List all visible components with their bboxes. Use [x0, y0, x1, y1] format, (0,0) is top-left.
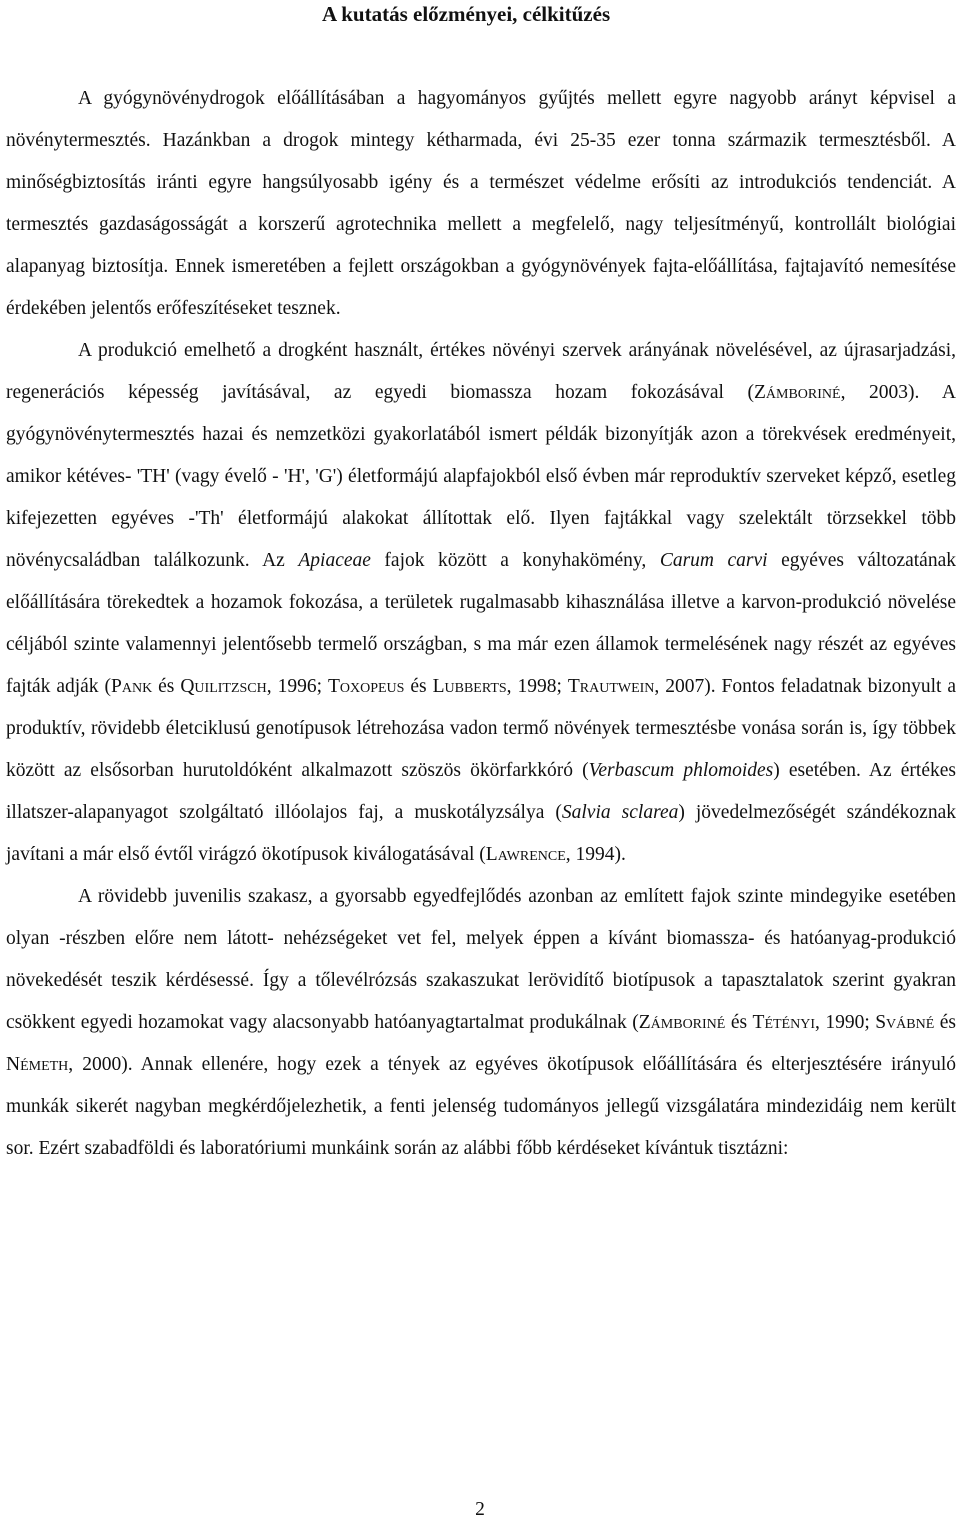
text-run: , 1998; — [506, 676, 568, 697]
author-citation: Tétényi — [752, 1012, 815, 1033]
author-citation: Lawrence — [485, 844, 566, 865]
text-run: A produkció emelhető a drogként használt, értékes növényi szervek arányának növelésével, az újrasarjadzási, regenerációs képesség javításával, az egyedi biomassza hozam fokozásával ( — [6, 340, 956, 403]
taxon-name: Salvia sclarea — [561, 802, 679, 823]
text-run: egyéves változatának előállítására törekedtek a hozamok fokozása, a területek rugalmasabb kihasználása illetve a karvon-produkció növelése céljából szinte valamennyi jelentősebb termelő országban, s ma már ezen államok termelésének nagy részét az egyéves fajták adják ( — [6, 550, 956, 697]
body-text — [6, 78, 956, 1170]
text-run: , 2007). Fontos feladatnak bizonyult a produktív, rövidebb életciklusú genotípusok létrehozása vadon termő növények termesztésbe vonása során is, így többek között az elsősorban hurutoldóként alkalmazott szöszös ökörfarkkóró ( — [6, 676, 957, 781]
paragraph-1: A gyógynövénydrogok előállításában a hagyományos gyűjtés mellett egyre nagyobb arányt képvisel a növénytermesztés. Hazánkban a drogok mintegy kétharmada, évi 25-35 ezer tonna származik termesztésből. A minőségbiztosítás iránti egyre hangsúlyosabb igény és a természet védelme erősíti az introdukciós tendenciát. A termesztés gazdaságosságát a korszerű agrotechnika mellett a megfelelő, nagy teljesítményű, kontrollált biológiai alapanyag biztosítja. Ennek ismeretében a fejlett országokban a gyógynövények fajta-előállítása, fajtajavító nemesítése érdekében jelentős erőfeszítéseket tesznek. — [6, 88, 956, 319]
text-run: és — [404, 676, 433, 697]
text-run: és — [934, 1012, 956, 1033]
section-heading: A kutatás előzményei, célkitűzés — [322, 2, 611, 26]
page-number: 2 — [475, 1499, 485, 1520]
text-run: és — [152, 676, 181, 697]
text-run: és — [725, 1012, 753, 1033]
taxon-name: Carum carvi — [659, 550, 768, 571]
text-run: ) esetében. Az értékes illatszer-alapanyagot szolgáltató illóolajos faj, a muskotályzsálya ( — [6, 760, 956, 823]
author-citation: Lubberts — [432, 676, 507, 697]
text-run: , 1990; — [814, 1012, 876, 1033]
author-citation: Toxopeus — [327, 676, 405, 697]
author-citation: Zámboriné — [753, 382, 841, 403]
author-citation: Trautwein — [567, 676, 655, 697]
paragraph-2 — [6, 330, 956, 876]
author-citation: Németh — [6, 1054, 69, 1075]
text-run: ) jövedelmezőségét szándékoznak javítani a már első évtől virágzó ökotípusok kiválogatásával ( — [6, 802, 956, 865]
text-run: , 1994). — [565, 844, 626, 865]
author-citation: Svábné — [875, 1012, 935, 1033]
author-citation: Zámboriné — [638, 1012, 726, 1033]
author-citation: Quilitzsch — [180, 676, 267, 697]
paragraph-3 — [6, 876, 956, 1170]
author-citation: Pank — [111, 676, 153, 697]
text-run: , 1996; — [266, 676, 328, 697]
text-run: , 2000). Annak ellenére, hogy ezek a tények az egyéves ökotípusok előállítására és elterjesztésére irányuló munkák sikerét nagyban megkérdőjelezhetik, a fenti jelenség tudományos jellegű vizsgálatára mindezidáig nem került sor. Ezért szabadföldi és laboratóriumi munkáink során az alábbi főbb kérdéseket kívántuk tisztázni: — [6, 1054, 956, 1159]
text-run: fajok között a konyhakömény, — [370, 550, 660, 571]
text-run: A rövidebb juvenilis szakasz, a gyorsabb egyedfejlődés azonban az említett fajok szinte mindegyike esetében olyan -részben előre nem látott- nehézségeket vet fel, melyek éppen a kívánt biomassza- és hatóanyag-produkció növekedését teszik kérdésessé. Így a tőlevélrózsás szakaszukat lerövidítő biotípusok a tapasztalatok szerint gyakran csökkent egyedi hozamokat vagy alacsonyabb hatóanyagtartalmat produkálnak ( — [6, 886, 956, 1033]
taxon-name: Verbascum phlomoides — [588, 760, 774, 781]
taxon-name: Apiaceae — [298, 550, 371, 571]
text-run: , 2003). A gyógynövénytermesztés hazai és nemzetközi gyakorlatából ismert példák bizonyítják azon a törekvések eredményeit, amikor kétéves- 'TH' (vagy évelő - 'H', 'G') életformájú alapfajokból első évben már reproduktív szerveket képző, esetleg kifejezetten egyéves -'Th' életformájú alakokat állítottak elő. Ilyen fajtákkal vagy szelektált törzsekkel több növénycsaládban találkozunk. Az — [6, 382, 957, 571]
